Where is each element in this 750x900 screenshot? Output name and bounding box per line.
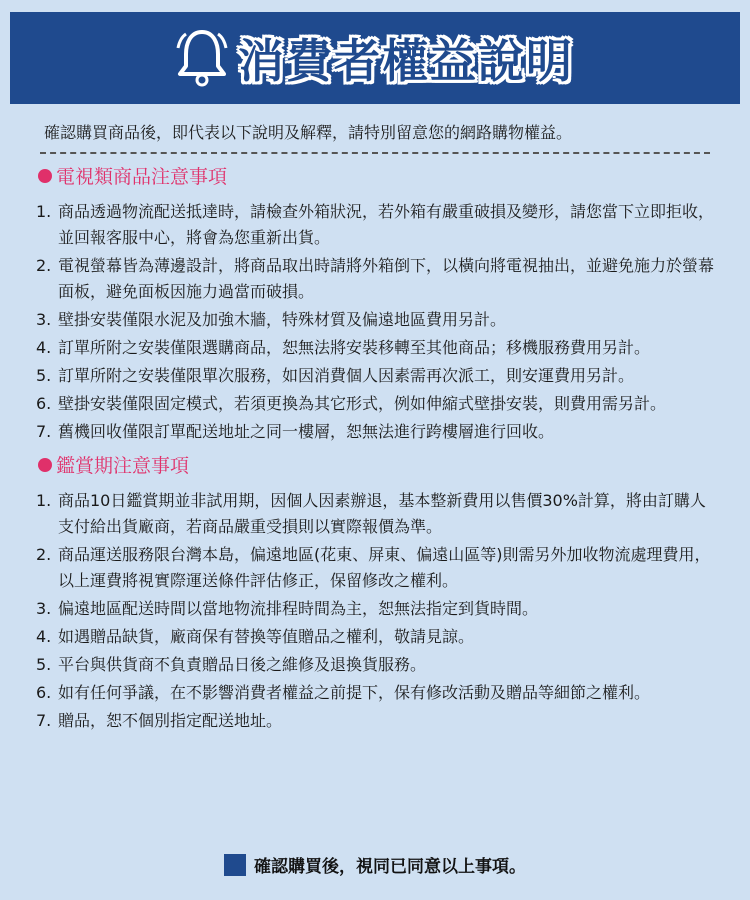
bullet-dot-icon (38, 169, 52, 183)
bullet-dot-icon (38, 458, 52, 472)
page-title: 消費者權益說明 (238, 34, 574, 88)
item-number: 2. (36, 256, 52, 275)
list-item (36, 419, 714, 445)
list-item (36, 596, 714, 622)
item-text: 電視螢幕皆為薄邊設計，將商品取出時請將外箱倒下，以橫向將電視抽出，並避免施力於螢幕面板，避免面板因施力過當而破損。 (58, 256, 715, 301)
item-number: 3. (36, 599, 52, 618)
square-bullet-icon (224, 854, 246, 876)
section-tv (0, 162, 750, 445)
item-text: 贈品，恕不個別指定配送地址。 (58, 711, 283, 730)
item-number: 6. (36, 683, 52, 702)
list-item (36, 391, 714, 417)
item-number: 5. (36, 366, 52, 385)
notice-body (0, 116, 750, 736)
item-number: 4. (36, 338, 52, 357)
section-title-text: 電視類商品注意事項 (56, 166, 228, 188)
item-text: 商品透過物流配送抵達時，請檢查外箱狀況，若外箱有嚴重破損及變形，請您當下立即拒收，並回報客服中心，將會為您重新出貨。 (58, 202, 715, 247)
item-number: 1. (36, 202, 52, 221)
item-number: 7. (36, 711, 52, 730)
list-item (36, 307, 714, 333)
footer-note (0, 852, 750, 877)
list-item (36, 253, 714, 305)
item-number: 4. (36, 627, 52, 646)
item-number: 1. (36, 491, 52, 510)
item-number: 3. (36, 310, 52, 329)
item-text: 如遇贈品缺貨，廠商保有替換等值贈品之權利，敬請見諒。 (58, 627, 475, 646)
section-title-appreciation (38, 451, 750, 478)
item-text: 舊機回收僅限訂單配送地址之同一樓層，恕無法進行跨樓層進行回收。 (58, 422, 555, 441)
item-text: 商品運送服務限台灣本島，偏遠地區(花東、屏東、偏遠山區等)則需另外加收物流處理費用，以上運費將視實際運送條件評估修正，保留修改之權利。 (58, 545, 711, 590)
section-title-tv (38, 162, 750, 189)
dashed-divider (40, 152, 710, 154)
appreciation-notice-list (0, 488, 750, 734)
item-number: 2. (36, 545, 52, 564)
intro-text: 確認購買商品後，即代表以下說明及解釋，請特別留意您的網路購物權益。 (44, 123, 573, 142)
list-item (36, 488, 714, 540)
item-text: 壁掛安裝僅限固定模式，若須更換為其它形式，例如伸縮式壁掛安裝，則費用需另計。 (58, 394, 667, 413)
list-item (36, 708, 714, 734)
item-text: 如有任何爭議，在不影響消費者權益之前提下，保有修改活動及贈品等細節之權利。 (58, 683, 651, 702)
list-item (36, 652, 714, 678)
header-banner (10, 12, 740, 104)
list-item (36, 542, 714, 594)
list-item (36, 680, 714, 706)
item-text: 平台與供貨商不負責贈品日後之維修及退換貨服務。 (58, 655, 427, 674)
section-title-text: 鑑賞期注意事項 (56, 455, 190, 477)
item-text: 偏遠地區配送時間以當地物流排程時間為主，恕無法指定到貨時間。 (58, 599, 539, 618)
item-text: 訂單所附之安裝僅限單次服務，如因消費個人因素需再次派工，則安運費用另計。 (58, 366, 635, 385)
list-item (36, 624, 714, 650)
section-appreciation (0, 451, 750, 734)
bell-icon (176, 28, 228, 88)
item-text: 商品10日鑑賞期並非試用期，因個人因素辦退，基本整新費用以售價30%計算，將由訂購人支付給出貨廠商，若商品嚴重受損則以實際報價為準。 (58, 491, 706, 536)
list-item (36, 335, 714, 361)
list-item (36, 363, 714, 389)
tv-notice-list (0, 199, 750, 445)
item-number: 5. (36, 655, 52, 674)
item-number: 6. (36, 394, 52, 413)
item-number: 7. (36, 422, 52, 441)
item-text: 壁掛安裝僅限水泥及加強木牆，特殊材質及偏遠地區費用另計。 (58, 310, 507, 329)
list-item (36, 199, 714, 251)
footer-text: 確認購買後，視同已同意以上事項。 (254, 857, 526, 877)
item-text: 訂單所附之安裝僅限選購商品，恕無法將安裝移轉至其他商品；移機服務費用另計。 (58, 338, 651, 357)
